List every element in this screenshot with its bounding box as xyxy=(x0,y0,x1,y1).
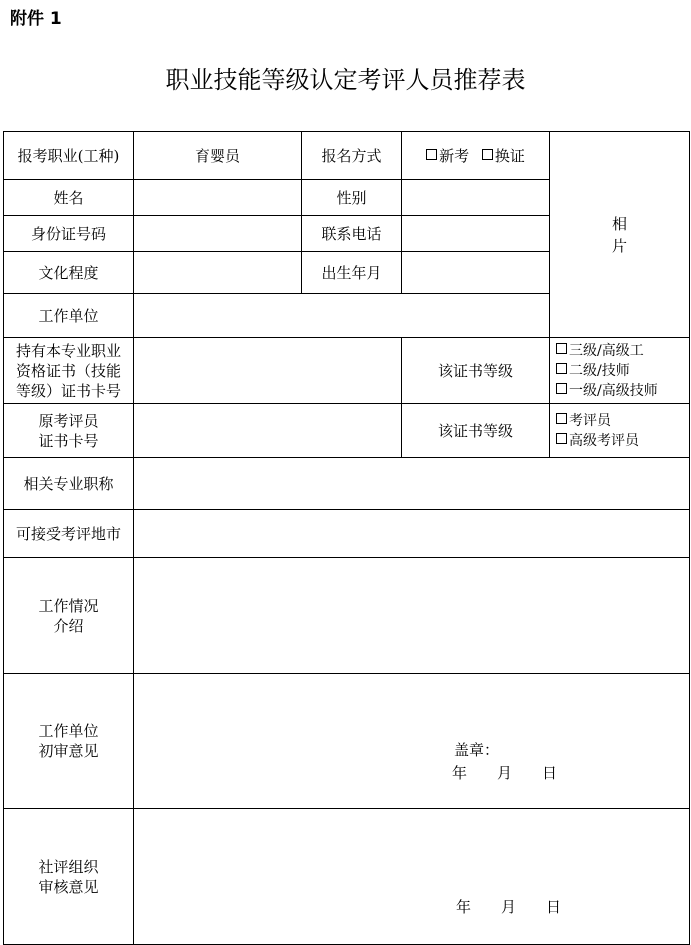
employer-field[interactable] xyxy=(134,294,550,338)
id-label: 身份证号码 xyxy=(4,216,134,252)
city-label: 可接受考评地市 xyxy=(4,510,134,558)
photo-box: 相 片 xyxy=(550,132,690,338)
id-field[interactable] xyxy=(134,216,302,252)
phone-field[interactable] xyxy=(402,216,550,252)
employer-opinion-label: 工作单位 初审意见 xyxy=(4,674,134,809)
gender-field[interactable] xyxy=(402,180,550,216)
option-level-2[interactable]: 二级/技师 xyxy=(556,361,687,381)
checkbox-icon[interactable] xyxy=(426,149,437,160)
employer-label: 工作单位 xyxy=(4,294,134,338)
employer-opinion-field[interactable] xyxy=(134,674,690,809)
seal-label: 盖章： xyxy=(454,741,500,759)
checkbox-icon[interactable] xyxy=(556,363,567,374)
cert-level-label: 该证书等级 xyxy=(402,338,550,404)
birth-field[interactable] xyxy=(402,252,550,294)
org-opinion-field[interactable] xyxy=(134,809,690,945)
gender-label: 性别 xyxy=(302,180,402,216)
orig-level-label: 该证书等级 xyxy=(402,404,550,458)
cert-number-label: 持有本专业职业 资格证书（技能 等级）证书卡号 xyxy=(4,338,134,404)
recommendation-form-table xyxy=(3,131,690,945)
occupation-value[interactable]: 育婴员 xyxy=(134,132,302,180)
checkbox-icon[interactable] xyxy=(556,343,567,354)
orig-examiner-field[interactable] xyxy=(134,404,402,458)
work-intro-label: 工作情况 介绍 xyxy=(4,558,134,674)
checkbox-icon[interactable] xyxy=(556,413,567,424)
cert-number-field[interactable] xyxy=(134,338,402,404)
checkbox-icon[interactable] xyxy=(556,433,567,444)
education-label: 文化程度 xyxy=(4,252,134,294)
phone-label: 联系电话 xyxy=(302,216,402,252)
name-label: 姓名 xyxy=(4,180,134,216)
prof-title-label: 相关专业职称 xyxy=(4,458,134,510)
option-new-exam[interactable]: 新考 xyxy=(426,147,469,165)
city-field[interactable] xyxy=(134,510,690,558)
org-opinion-label: 社评组织 审核意见 xyxy=(4,809,134,945)
option-level-3[interactable]: 三级/高级工 xyxy=(556,341,687,361)
orig-examiner-label: 原考评员 证书卡号 xyxy=(4,404,134,458)
apply-method-options xyxy=(402,132,550,180)
option-senior-examiner[interactable]: 高级考评员 xyxy=(556,431,687,451)
checkbox-icon[interactable] xyxy=(556,383,567,394)
date-line: 年 月 日 xyxy=(452,764,558,782)
option-renew-cert[interactable]: 换证 xyxy=(482,147,525,165)
work-intro-field[interactable] xyxy=(134,558,690,674)
option-level-1[interactable]: 一级/高级技师 xyxy=(556,381,687,401)
birth-label: 出生年月 xyxy=(302,252,402,294)
orig-level-options xyxy=(550,404,690,458)
option-examiner[interactable]: 考评员 xyxy=(556,411,687,431)
name-field[interactable] xyxy=(134,180,302,216)
attachment-label: 附件 1 xyxy=(10,9,62,29)
cert-level-options xyxy=(550,338,690,404)
education-field[interactable] xyxy=(134,252,302,294)
occupation-label: 报考职业(工种) xyxy=(4,132,134,180)
date-line: 年 月 日 xyxy=(456,898,562,916)
checkbox-icon[interactable] xyxy=(482,149,493,160)
prof-title-field[interactable] xyxy=(134,458,690,510)
apply-method-label: 报名方式 xyxy=(302,132,402,180)
form-title: 职业技能等级认定考评人员推荐表 xyxy=(165,66,526,94)
